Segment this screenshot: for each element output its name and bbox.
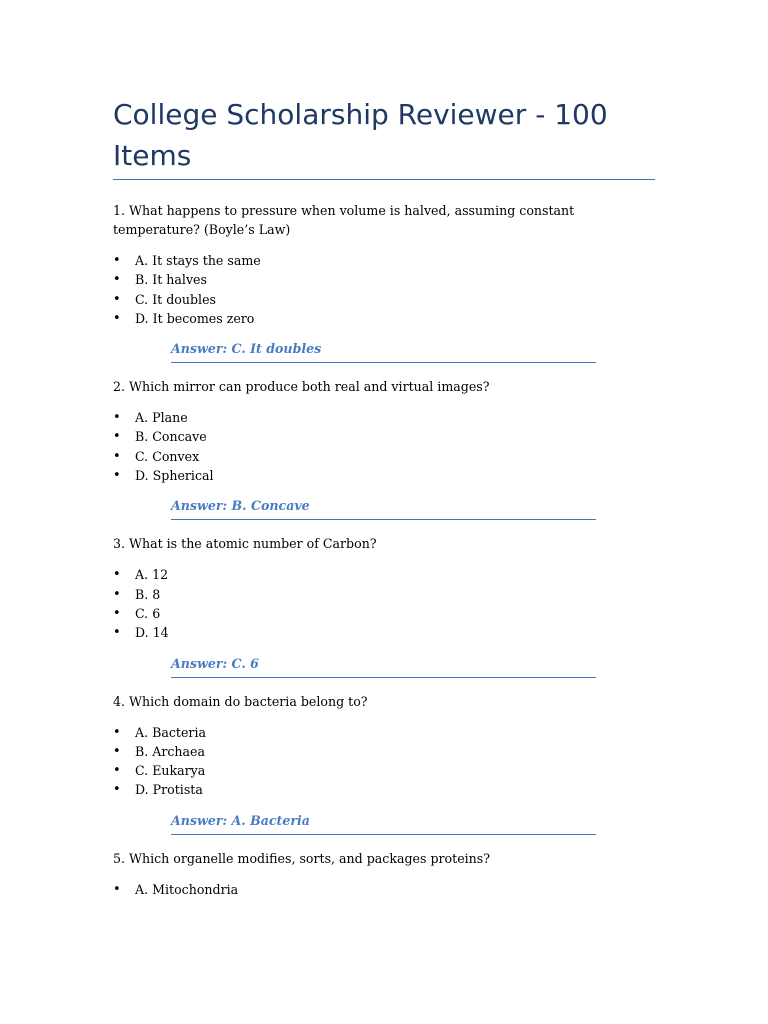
bullet-icon: • [113,625,121,641]
bullet-icon: • [113,782,121,798]
bullet-icon: • [113,253,121,268]
option-label: A. Bacteria [135,724,206,740]
option-label: B. Concave [135,429,207,445]
option-item [113,447,658,466]
option-label: B. It halves [135,272,207,288]
option-label: D. It becomes zero [135,310,255,326]
option-item [113,604,658,623]
bullet-icon: • [113,724,121,740]
answer-line: Answer: C. 6 [171,654,596,678]
option-list [113,251,658,328]
bullet-icon: • [113,310,121,326]
question-text: 5. Which organelle modifies, sorts, and packages proteins? [113,850,491,866]
option-label: D. Protista [135,782,203,798]
option-label: D. 14 [135,625,169,641]
bullet-icon: • [113,272,121,288]
answer-line: Answer: B. Concave [171,496,596,520]
option-list [113,565,658,642]
question-block-4 [113,692,658,835]
question-block-5 [113,849,658,899]
option-label: B. Archaea [135,743,206,759]
option-list [113,723,658,800]
answer-line: Answer: A. Bacteria [171,811,596,835]
option-item [113,761,658,780]
option-item [113,742,658,761]
bullet-icon: • [113,291,121,307]
document-title: College Scholarship Reviewer - 100 Items [113,98,608,172]
option-label: B. 8 [135,586,161,602]
question-block-3 [113,534,658,677]
option-label: C. 6 [135,605,161,621]
bullet-icon: • [113,468,121,484]
question-text: 2. Which mirror can produce both real and virtual images? [113,379,490,395]
option-item [113,723,658,742]
option-label: D. Spherical [135,468,214,484]
option-label: C. Eukarya [135,763,206,779]
option-list [113,880,658,899]
bullet-icon: • [113,881,121,897]
bullet-icon: • [113,448,121,464]
option-item [113,880,658,899]
option-label: A. Mitochondria [135,881,239,897]
question-text: 1. What happens to pressure when volume is halved, assuming constant temperature? (Boyle’s Law) [113,203,575,237]
question-text: 3. What is the atomic number of Carbon? [113,536,377,552]
option-item [113,427,658,446]
bullet-icon: • [113,605,121,621]
bullet-icon: • [113,567,121,583]
bullet-icon: • [113,743,121,759]
option-label: C. Convex [135,448,200,464]
bullet-icon: • [113,586,121,602]
option-item [113,780,658,799]
title-underline [113,179,655,180]
option-label: A. It stays the same [135,253,261,268]
option-item [113,309,658,328]
bullet-icon: • [113,763,121,779]
option-item [113,270,658,289]
document-body [113,201,658,899]
answer-line: Answer: C. It doubles [171,339,596,363]
question-block-1 [113,201,658,363]
option-label: A. 12 [135,567,169,583]
bullet-icon: • [113,429,121,445]
option-item [113,565,658,584]
question-text: 4. Which domain do bacteria belong to? [113,693,368,709]
option-item [113,623,658,642]
option-item [113,290,658,309]
option-label: C. It doubles [135,291,216,307]
question-block-2 [113,377,658,520]
option-item [113,408,658,427]
option-item [113,251,658,270]
option-list [113,408,658,485]
bullet-icon: • [113,410,121,426]
option-item [113,466,658,485]
option-label: A. Plane [135,410,188,426]
option-item [113,585,658,604]
